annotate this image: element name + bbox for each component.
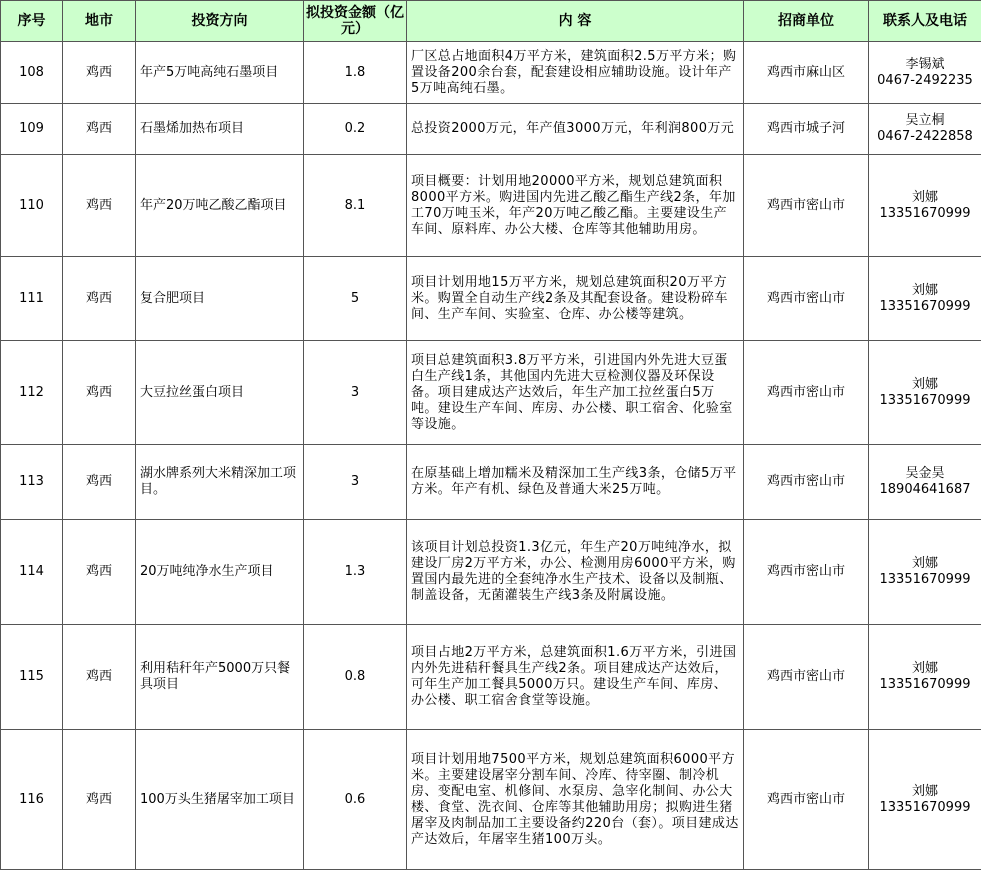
contact-name: 刘娜 — [911, 282, 938, 298]
row-direction: 100万头生猪屠宰加工项目 — [136, 730, 304, 870]
row-contact — [869, 730, 981, 870]
contact-name: 刘娜 — [911, 376, 938, 392]
row-no: 116 — [1, 730, 63, 870]
row-amount: 3 — [304, 445, 407, 520]
contact-phone: 0467-2492235 — [877, 72, 973, 88]
row-contact — [869, 257, 981, 341]
row-city: 鸡西 — [63, 257, 136, 341]
row-content: 项目总建筑面积3.8万平方米，引进国内外先进大豆蛋白生产线1条，其他国内先进大豆检测仪器及环保设备。项目建成达产达效后，年生产加工拉丝蛋白5万吨。建设生产车间、库房、办公楼、职工宿舍、化验室等设施。 — [407, 341, 744, 445]
row-city: 鸡西 — [63, 625, 136, 730]
row-no: 115 — [1, 625, 63, 730]
row-amount: 0.2 — [304, 104, 407, 155]
table-row — [1, 155, 981, 257]
row-no: 108 — [1, 42, 63, 104]
row-contact — [869, 445, 981, 520]
row-amount: 0.8 — [304, 625, 407, 730]
row-no: 111 — [1, 257, 63, 341]
table-row — [1, 520, 981, 625]
contact-name: 刘娜 — [911, 783, 938, 799]
row-direction: 石墨烯加热布项目 — [136, 104, 304, 155]
row-unit: 鸡西市密山市 — [744, 341, 869, 445]
table-row — [1, 730, 981, 870]
row-unit: 鸡西市密山市 — [744, 625, 869, 730]
table-row — [1, 445, 981, 520]
row-direction: 20万吨纯净水生产项目 — [136, 520, 304, 625]
contact-phone: 13351670999 — [879, 799, 971, 815]
header-amount: 拟投资金额（亿元） — [304, 1, 407, 42]
row-unit: 鸡西市密山市 — [744, 257, 869, 341]
row-no: 113 — [1, 445, 63, 520]
row-direction: 大豆拉丝蛋白项目 — [136, 341, 304, 445]
row-contact — [869, 520, 981, 625]
row-amount: 1.3 — [304, 520, 407, 625]
row-unit: 鸡西市密山市 — [744, 520, 869, 625]
table-row — [1, 104, 981, 155]
header-row — [1, 1, 981, 42]
row-direction: 年产5万吨高纯石墨项目 — [136, 42, 304, 104]
row-contact — [869, 42, 981, 104]
row-no: 112 — [1, 341, 63, 445]
row-direction: 年产20万吨乙酸乙酯项目 — [136, 155, 304, 257]
row-amount: 3 — [304, 341, 407, 445]
row-content: 项目概要：计划用地20000平方米，规划总建筑面积8000平方米。购进国内先进乙酸乙酯生产线2条，年加工70万吨玉米，年产20万吨乙酸乙酯。主要建设生产车间、原料库、办公大楼、仓库等其他辅助用房。 — [407, 155, 744, 257]
header-direction: 投资方向 — [136, 1, 304, 42]
row-content: 该项目计划总投资1.3亿元，年生产20万吨纯净水，拟建设厂房2万平方米，办公、检测用房6000平方米，购置国内最先进的全套纯净水生产技术、设备以及制瓶、制盖设备，无菌灌装生产线3条及附属设施。 — [407, 520, 744, 625]
row-unit: 鸡西市城子河 — [744, 104, 869, 155]
contact-name: 刘娜 — [911, 661, 938, 676]
row-city: 鸡西 — [63, 341, 136, 445]
row-amount: 5 — [304, 257, 407, 341]
header-no: 序号 — [1, 1, 63, 42]
contact-phone: 18904641687 — [879, 482, 971, 497]
row-contact — [869, 341, 981, 445]
row-content: 项目占地2万平方米，总建筑面积1.6万平方米，引进国内外先进秸秆餐具生产线2条。项目建成达产达效后，可年生产加工餐具5000万只。建设生产车间、库房、办公楼、职工宿舍食堂等设施。 — [407, 625, 744, 730]
row-amount: 1.8 — [304, 42, 407, 104]
row-content: 在原基础上增加糯米及精深加工生产线3条，仓储5万平方米。年产有机、绿色及普通大米25万吨。 — [407, 445, 744, 520]
row-content: 项目计划用地15万平方米，规划总建筑面积20万平方米。购置全自动生产线2条及其配套设备。建设粉碎车间、生产车间、实验室、仓库、办公楼等建筑。 — [407, 257, 744, 341]
contact-name: 吴金昊 — [905, 466, 945, 481]
header-content: 内 容 — [407, 1, 744, 42]
row-amount: 8.1 — [304, 155, 407, 257]
row-city: 鸡西 — [63, 42, 136, 104]
row-city: 鸡西 — [63, 520, 136, 625]
row-direction: 利用秸秆年产5000万只餐具项目 — [136, 625, 304, 730]
row-contact — [869, 104, 981, 155]
row-content: 厂区总占地面积4万平方米，建筑面积2.5万平方米；购置设备200余台套，配套建设相应辅助设施。设计年产5万吨高纯石墨。 — [407, 42, 744, 104]
row-direction: 复合肥项目 — [136, 257, 304, 341]
contact-phone: 13351670999 — [879, 677, 971, 692]
table-row — [1, 625, 981, 730]
row-city: 鸡西 — [63, 155, 136, 257]
table-row — [1, 341, 981, 445]
row-contact — [869, 155, 981, 257]
header-city: 地市 — [63, 1, 136, 42]
contact-name: 刘娜 — [911, 556, 938, 571]
contact-phone: 13351670999 — [879, 572, 971, 587]
table-row — [1, 257, 981, 341]
row-unit: 鸡西市密山市 — [744, 445, 869, 520]
row-unit: 鸡西市密山市 — [744, 155, 869, 257]
contact-name: 吴立桐 — [905, 113, 945, 128]
row-city: 鸡西 — [63, 445, 136, 520]
contact-phone: 0467-2422858 — [877, 129, 973, 144]
contact-phone: 13351670999 — [879, 298, 971, 314]
contact-phone: 13351670999 — [879, 205, 971, 221]
row-no: 110 — [1, 155, 63, 257]
header-unit: 招商单位 — [744, 1, 869, 42]
row-direction: 湖水牌系列大米精深加工项目。 — [136, 445, 304, 520]
row-no: 109 — [1, 104, 63, 155]
row-unit: 鸡西市麻山区 — [744, 42, 869, 104]
row-amount: 0.6 — [304, 730, 407, 870]
row-contact — [869, 625, 981, 730]
row-no: 114 — [1, 520, 63, 625]
contact-name: 李锡斌 — [905, 56, 945, 72]
row-city: 鸡西 — [63, 104, 136, 155]
row-unit: 鸡西市密山市 — [744, 730, 869, 870]
header-contact: 联系人及电话 — [869, 1, 981, 42]
table-row — [1, 42, 981, 104]
row-city: 鸡西 — [63, 730, 136, 870]
row-content: 项目计划用地7500平方米，规划总建筑面积6000平方米。主要建设屠宰分割车间、冷库、待宰圈、制冷机房、变配电室、机修间、水泵房、急宰化制间、办公大楼、食堂、洗衣间、仓库等其他辅助用房；拟购进生猪屠宰及肉制品加工主要设备约220台（套）。项目建成达产达效后，年屠宰生猪100万头。 — [407, 730, 744, 870]
contact-phone: 13351670999 — [879, 392, 971, 408]
row-content: 总投资2000万元，年产值3000万元，年利润800万元 — [407, 104, 744, 155]
contact-name: 刘娜 — [911, 189, 938, 205]
